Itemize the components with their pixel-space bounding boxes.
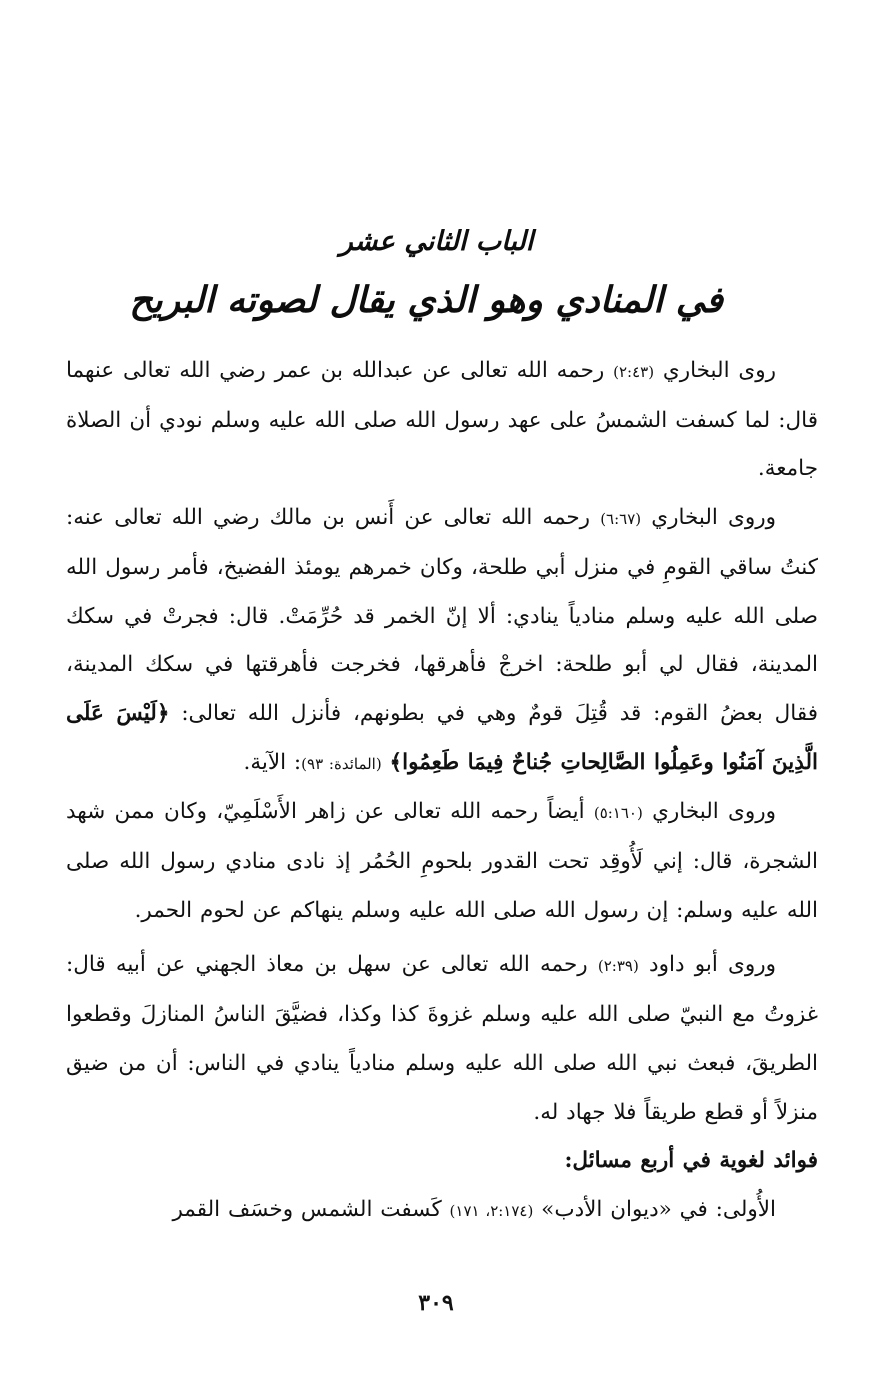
citation-ref: (٥:١٦٠): [593, 804, 643, 823]
paragraph-abu-dawud: [66, 941, 818, 1137]
citation-ref: (٦:٦٧): [600, 510, 642, 529]
verse-citation: (المائدة: ٩٣): [301, 754, 382, 773]
paragraph-bukhari-3: [66, 788, 818, 935]
paragraph-intro: وروى البخاري: [651, 505, 776, 531]
paragraph-intro: وروى أبو داود: [649, 952, 776, 978]
section-subheading: فوائد لغوية في أربع مسائل:: [564, 1148, 818, 1174]
citation-ref: (٢:٤٣): [613, 363, 655, 381]
page-number: ٣٠٩: [418, 1290, 454, 1316]
paragraph-text-end: : الآية.: [243, 749, 302, 775]
paragraph-bukhari-1: [66, 347, 818, 494]
paragraph-intro: روى البخاري: [662, 358, 776, 383]
chapter-title: في المنادي وهو الذي يقال لصوته البريح: [129, 279, 723, 321]
quran-verse: ﴿لَيْسَ عَلَى الَّذِينَ آمَنُوا وعَمِلُوا الصَّالِحاتِ جُناحٌ فِيمَا طَعِمُوا﴾: [66, 700, 818, 775]
citation-ref: (٢:١٧٤، ١٧١): [449, 1201, 534, 1220]
paragraph-text: رحمه الله تعالى عن عبدالله بن عمر رضي الله تعالى عنهما قال: لما كسفت الشمسُ على عهد رسول الله صلى الله عليه وسلم نودي أن الصلاة جامعة.: [66, 358, 818, 482]
chapter-number: الباب الثاني عشر: [339, 226, 534, 257]
paragraph-text: رحمه الله تعالى عن أَنس بن مالك رضي الله تعالى عنه: كنتُ ساقي القومِ في منزل أبي طلحة، وكان خمرهم يومئذ الفضيخ، فأمر رسول الله صلى الله عليه وسلم منادياً ينادي: ألا إنّ الخمر قد حُرِّمَتْ. قال: فجرتْ في سكك المدينة، فقال لي أبو طلحة: اخرجْ فأهرقها، فخرجت فأهرقتها في سكك المدينة، فقال بعضُ القوم: قد قُتِلَ قومٌ وهي في بطونهم، فأنزل الله تعالى:: [66, 505, 818, 726]
citation-ref: (٢:٣٩): [597, 957, 639, 976]
issue-lead: الأُولى: في «ديوان الأدب»: [541, 1196, 776, 1222]
paragraph-bukhari-2: [66, 494, 818, 788]
body-text: [66, 347, 818, 1236]
issue-text: كَسفت الشمس وخسَف القمر: [172, 1196, 442, 1222]
paragraph-intro: وروى البخاري: [652, 799, 776, 825]
paragraph-text: رحمه الله تعالى عن سهل بن معاذ الجهني عن أبيه قال: غزوتُ مع النبيّ صلى الله عليه وسلم غزوةَ كذا وكذا، فضيَّقَ الناسُ المنازلَ وقطعوا الطريقَ، فبعث نبي الله صلى الله عليه وسلم منادياً ينادي في الناس: أن من ضيق منزلاً أو قطع طريقاً فلا جهاد له.: [66, 952, 818, 1125]
paragraph-first-issue: [66, 1186, 818, 1236]
paragraph-text: أيضاً رحمه الله تعالى عن زاهر الأَسْلَمِيّ، وكان ممن شهد الشجرة، قال: إني لَأُوقِد تحت القدور بلحومِ الحُمُر إذ نادى منادي رسول الله صلى الله عليه وسلم: إن رسول الله صلى الله عليه وسلم ينهاكم عن لحوم الحمر.: [66, 799, 818, 923]
